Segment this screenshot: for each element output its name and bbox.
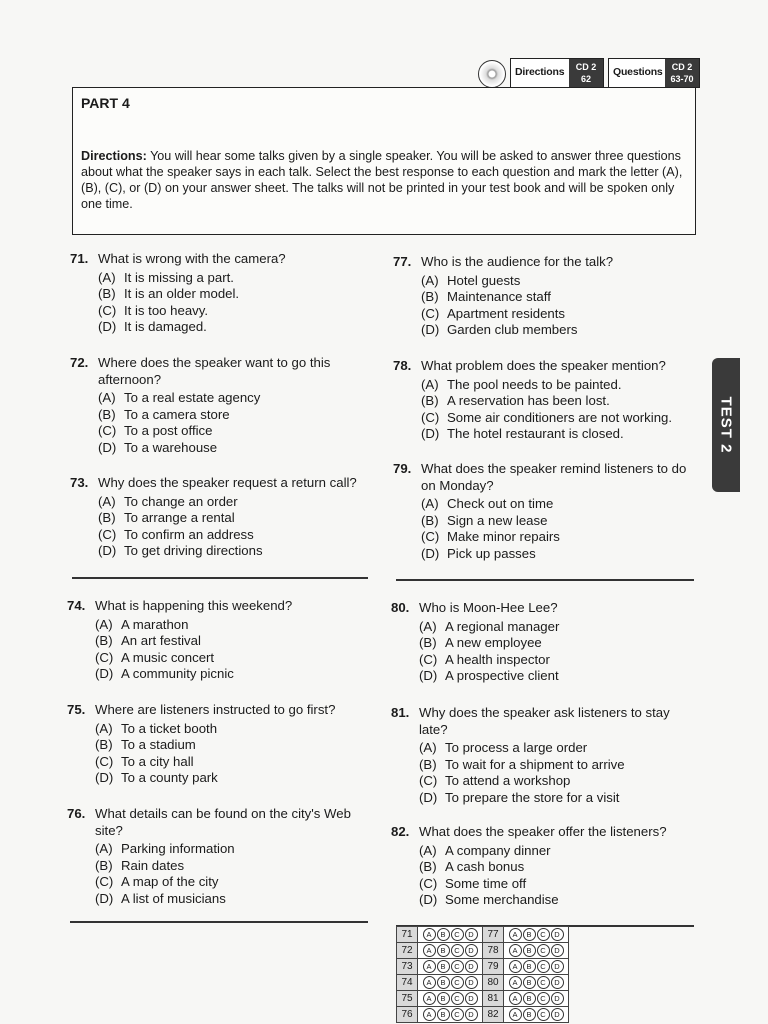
answer-bubble[interactable]: D xyxy=(551,1008,564,1021)
option-letter: (D) xyxy=(421,322,440,338)
option-text: It is missing a part. xyxy=(124,269,234,285)
answer-option xyxy=(95,666,367,683)
option-letter: (D) xyxy=(98,319,117,335)
answer-option xyxy=(98,527,380,544)
option-letter: (B) xyxy=(98,286,116,302)
grid-number: 80 xyxy=(483,975,504,991)
answer-option xyxy=(95,650,367,667)
grid-number: 79 xyxy=(483,959,504,975)
answer-bubble[interactable]: C xyxy=(537,960,550,973)
question-78 xyxy=(393,358,698,443)
question-80 xyxy=(391,600,691,685)
option-letter: (D) xyxy=(421,426,440,442)
question-text: Who is the audience for the talk? xyxy=(421,254,614,269)
answer-bubble[interactable]: C xyxy=(537,928,550,941)
grid-bubbles xyxy=(504,1007,569,1023)
answer-bubble[interactable]: C xyxy=(451,960,464,973)
directions-text: Directions: You will hear some talks given by a single speaker. You will be asked to answer three questions about what the speaker says in each talk. Select the best response to each question and mark the letter (A), (B), (C), or (D) on your answer sheet. The talks will not be printed in your test book and will be spoken only one time. xyxy=(81,149,683,211)
option-letter: (C) xyxy=(421,305,440,321)
option-text: The pool needs to be painted. xyxy=(447,376,622,392)
option-text: A cash bonus xyxy=(445,859,525,875)
answer-bubble[interactable]: A xyxy=(509,944,522,957)
grid-row xyxy=(397,975,569,991)
answer-option xyxy=(95,633,367,650)
answer-option xyxy=(421,393,698,410)
option-text: A regional manager xyxy=(445,618,560,634)
option-letter: (B) xyxy=(421,289,439,305)
answer-bubble[interactable]: A xyxy=(423,1008,436,1021)
answer-bubble[interactable]: D xyxy=(551,928,564,941)
answer-bubble[interactable]: D xyxy=(551,960,564,973)
answer-option xyxy=(95,737,367,754)
answer-bubble[interactable]: A xyxy=(423,992,436,1005)
option-text: Rain dates xyxy=(121,857,185,873)
answer-bubble[interactable]: B xyxy=(523,976,536,989)
option-text: Make minor repairs xyxy=(447,529,560,545)
option-letter: (D) xyxy=(419,668,438,684)
option-text: Some air conditioners are not working. xyxy=(447,409,673,425)
grid-number: 75 xyxy=(397,991,418,1007)
option-text: A marathon xyxy=(121,616,189,632)
directions-track-box xyxy=(510,58,604,88)
option-text: To prepare the store for a visit xyxy=(445,789,620,805)
option-letter: (C) xyxy=(419,651,438,667)
answer-bubble[interactable]: B xyxy=(437,928,450,941)
grid-number: 81 xyxy=(483,991,504,1007)
answer-option xyxy=(419,635,691,652)
grid-bubbles xyxy=(418,959,483,975)
question-number: 71. xyxy=(70,251,89,266)
answer-option xyxy=(98,286,370,303)
question-73 xyxy=(70,475,380,560)
answer-option xyxy=(95,754,367,771)
divider-left-2 xyxy=(70,921,368,923)
answer-option xyxy=(421,377,698,394)
part-title: PART 4 xyxy=(81,95,130,111)
answer-option xyxy=(98,407,370,424)
option-letter: (A) xyxy=(419,618,437,634)
option-letter: (D) xyxy=(95,666,114,682)
answer-option xyxy=(419,876,696,893)
grid-bubbles xyxy=(418,1007,483,1023)
questions-label: Questions xyxy=(613,66,663,78)
answer-bubble[interactable]: C xyxy=(537,1008,550,1021)
answer-bubble[interactable]: B xyxy=(523,928,536,941)
option-text: A company dinner xyxy=(445,842,551,858)
question-text: Who is Moon-Hee Lee? xyxy=(419,600,558,615)
option-letter: (B) xyxy=(95,633,113,649)
grid-bubbles xyxy=(418,943,483,959)
grid-bubbles xyxy=(418,975,483,991)
option-text: A community picnic xyxy=(121,666,234,682)
answer-bubble[interactable]: C xyxy=(451,1008,464,1021)
answer-option xyxy=(95,874,372,891)
answer-option xyxy=(95,858,372,875)
option-letter: (D) xyxy=(98,543,117,559)
option-text: A map of the city xyxy=(121,874,219,890)
answer-option xyxy=(95,617,367,634)
answer-bubble[interactable]: A xyxy=(423,944,436,957)
option-text: It is too heavy. xyxy=(124,302,209,318)
question-72 xyxy=(70,355,370,457)
option-text: To a camera store xyxy=(124,406,230,422)
option-letter: (A) xyxy=(421,272,439,288)
option-letter: (A) xyxy=(421,496,439,512)
question-number: 73. xyxy=(70,475,89,490)
option-letter: (A) xyxy=(98,493,116,509)
answer-bubble[interactable]: C xyxy=(537,944,550,957)
question-text: What details can be found on the city's Web site? xyxy=(95,806,351,838)
answer-option xyxy=(95,770,367,787)
option-letter: (A) xyxy=(95,841,113,857)
cd-header xyxy=(478,58,700,90)
answer-option xyxy=(419,790,691,807)
answer-option xyxy=(98,423,370,440)
grid-row xyxy=(397,1007,569,1023)
question-number: 74. xyxy=(67,598,86,613)
part-directions-box xyxy=(72,87,696,235)
answer-bubble[interactable]: D xyxy=(465,960,478,973)
question-number: 79. xyxy=(393,461,412,476)
option-text: Hotel guests xyxy=(447,272,521,288)
question-text: What is happening this weekend? xyxy=(95,598,293,613)
option-letter: (B) xyxy=(95,857,113,873)
question-number: 81. xyxy=(391,705,410,720)
option-letter: (D) xyxy=(95,770,114,786)
option-letter: (B) xyxy=(421,512,439,528)
answer-option xyxy=(98,319,370,336)
answer-option xyxy=(419,740,691,757)
question-number: 80. xyxy=(391,600,410,615)
answer-bubble[interactable]: C xyxy=(451,928,464,941)
option-text: A reservation has been lost. xyxy=(447,393,610,409)
answer-bubble[interactable]: B xyxy=(523,1008,536,1021)
grid-row xyxy=(397,927,569,943)
option-letter: (C) xyxy=(421,529,440,545)
option-text: A list of musicians xyxy=(121,890,226,906)
grid-bubbles xyxy=(504,991,569,1007)
answer-option xyxy=(98,510,380,527)
answer-bubble[interactable]: D xyxy=(465,944,478,957)
option-text: A health inspector xyxy=(445,651,550,667)
option-text: To a ticket booth xyxy=(121,720,218,736)
option-text: Some merchandise xyxy=(445,892,559,908)
answer-bubble[interactable]: C xyxy=(451,992,464,1005)
answer-bubble[interactable]: B xyxy=(523,960,536,973)
option-letter: (B) xyxy=(419,635,437,651)
answer-option xyxy=(421,496,698,513)
option-letter: (A) xyxy=(419,842,437,858)
answer-bubble[interactable]: C xyxy=(537,992,550,1005)
option-text: Some time off xyxy=(445,875,527,891)
answer-bubble[interactable]: D xyxy=(465,992,478,1005)
answer-bubble[interactable]: A xyxy=(509,1008,522,1021)
question-76 xyxy=(67,806,372,908)
answer-bubble[interactable]: D xyxy=(551,944,564,957)
questions-cd-tag: CD 2 63-70 xyxy=(665,59,699,87)
question-text: What does the speaker offer the listeners? xyxy=(419,824,667,839)
divider-left-1 xyxy=(72,577,368,579)
answer-option xyxy=(421,426,698,443)
option-text: Maintenance staff xyxy=(447,289,551,305)
answer-option xyxy=(419,652,691,669)
question-number: 75. xyxy=(67,702,86,717)
option-text: Check out on time xyxy=(447,496,554,512)
option-text: It is damaged. xyxy=(124,319,207,335)
option-letter: (A) xyxy=(98,390,116,406)
answer-option xyxy=(419,619,691,636)
answer-option xyxy=(419,757,691,774)
answer-bubble[interactable]: D xyxy=(465,1008,478,1021)
grid-number: 82 xyxy=(483,1007,504,1023)
grid-row xyxy=(397,959,569,975)
option-letter: (A) xyxy=(421,376,439,392)
answer-option xyxy=(419,773,691,790)
option-letter: (D) xyxy=(95,890,114,906)
answer-bubble[interactable]: B xyxy=(437,976,450,989)
answer-option xyxy=(421,289,693,306)
grid-number: 76 xyxy=(397,1007,418,1023)
answer-option xyxy=(421,410,698,427)
option-text: To change an order xyxy=(124,493,238,509)
answer-option xyxy=(419,843,696,860)
option-text: Parking information xyxy=(121,841,235,857)
option-text: To a post office xyxy=(124,423,213,439)
option-letter: (C) xyxy=(419,875,438,891)
answer-option xyxy=(98,494,380,511)
option-letter: (B) xyxy=(98,406,116,422)
grid-bubbles xyxy=(504,943,569,959)
grid-number: 74 xyxy=(397,975,418,991)
answer-bubble[interactable]: D xyxy=(551,992,564,1005)
answer-option xyxy=(98,390,370,407)
answer-option xyxy=(421,513,698,530)
question-number: 82. xyxy=(391,824,410,839)
question-71 xyxy=(70,251,370,336)
option-text: A music concert xyxy=(121,649,215,665)
grid-row xyxy=(397,943,569,959)
option-text: To a county park xyxy=(121,770,218,786)
answer-option xyxy=(98,440,370,457)
answer-grid xyxy=(396,926,572,1024)
answer-bubble[interactable]: B xyxy=(523,992,536,1005)
answer-option xyxy=(98,303,370,320)
option-text: To arrange a rental xyxy=(124,510,235,526)
answer-bubble[interactable]: D xyxy=(465,928,478,941)
question-82 xyxy=(391,824,696,909)
grid-bubbles xyxy=(418,991,483,1007)
grid-number: 77 xyxy=(483,927,504,943)
cd-icon xyxy=(478,60,506,88)
option-text: To a city hall xyxy=(121,753,194,769)
answer-bubble[interactable]: A xyxy=(509,928,522,941)
question-text: Why does the speaker request a return call? xyxy=(98,475,357,490)
grid-row xyxy=(397,991,569,1007)
option-text: An art festival xyxy=(121,633,201,649)
option-text: To wait for a shipment to arrive xyxy=(445,756,625,772)
question-text: What is wrong with the camera? xyxy=(98,251,286,266)
option-text: Garden club members xyxy=(447,322,578,338)
answer-bubble[interactable]: C xyxy=(451,976,464,989)
answer-option xyxy=(95,891,372,908)
option-letter: (C) xyxy=(95,874,114,890)
answer-option xyxy=(419,668,691,685)
option-text: Pick up passes xyxy=(447,545,536,561)
answer-bubble[interactable]: B xyxy=(523,944,536,957)
question-number: 78. xyxy=(393,358,412,373)
answer-bubble[interactable]: A xyxy=(509,992,522,1005)
answer-bubble[interactable]: A xyxy=(509,960,522,973)
option-letter: (A) xyxy=(95,616,113,632)
option-text: To get driving directions xyxy=(124,543,263,559)
option-text: A prospective client xyxy=(445,668,559,684)
option-letter: (D) xyxy=(419,789,438,805)
grid-number: 71 xyxy=(397,927,418,943)
answer-bubble[interactable]: A xyxy=(509,976,522,989)
question-text: Where are listeners instructed to go first? xyxy=(95,702,336,717)
question-75 xyxy=(67,702,367,787)
answer-option xyxy=(421,273,693,290)
option-text: To a warehouse xyxy=(124,439,218,455)
grid-bubbles xyxy=(504,927,569,943)
option-letter: (D) xyxy=(419,892,438,908)
question-text: Why does the speaker ask listeners to stay late? xyxy=(419,705,670,737)
option-text: It is an older model. xyxy=(124,286,240,302)
question-number: 72. xyxy=(70,355,89,370)
option-letter: (D) xyxy=(98,439,117,455)
answer-bubble[interactable]: A xyxy=(423,928,436,941)
option-letter: (A) xyxy=(419,740,437,756)
option-letter: (C) xyxy=(95,753,114,769)
option-text: The hotel restaurant is closed. xyxy=(447,426,624,442)
option-letter: (B) xyxy=(419,756,437,772)
grid-bubbles xyxy=(418,927,483,943)
option-text: Sign a new lease xyxy=(447,512,548,528)
option-letter: (C) xyxy=(98,423,117,439)
option-letter: (B) xyxy=(98,510,116,526)
answer-option xyxy=(95,721,367,738)
option-letter: (C) xyxy=(419,773,438,789)
option-letter: (C) xyxy=(421,409,440,425)
answer-option xyxy=(421,546,698,563)
answer-option xyxy=(95,841,372,858)
answer-option xyxy=(419,892,696,909)
option-letter: (A) xyxy=(98,269,116,285)
question-number: 77. xyxy=(393,254,412,269)
answer-bubble[interactable]: D xyxy=(465,976,478,989)
answer-bubble[interactable]: A xyxy=(423,976,436,989)
question-79 xyxy=(393,461,698,563)
question-text: Where does the speaker want to go this afternoon? xyxy=(98,355,331,387)
question-text: What problem does the speaker mention? xyxy=(421,358,666,373)
answer-bubble[interactable]: A xyxy=(423,960,436,973)
option-letter: (B) xyxy=(95,737,113,753)
answer-option xyxy=(419,859,696,876)
grid-bubbles xyxy=(504,975,569,991)
answer-option xyxy=(421,322,693,339)
answer-bubble[interactable]: B xyxy=(437,1008,450,1021)
option-letter: (C) xyxy=(95,649,114,665)
option-letter: (B) xyxy=(419,859,437,875)
option-letter: (C) xyxy=(98,302,117,318)
answer-option xyxy=(98,270,370,287)
option-letter: (A) xyxy=(95,720,113,736)
option-letter: (D) xyxy=(421,545,440,561)
directions-cd-tag: CD 2 62 xyxy=(569,59,603,87)
option-text: To attend a workshop xyxy=(445,773,571,789)
question-77 xyxy=(393,254,693,339)
answer-bubble[interactable]: C xyxy=(451,944,464,957)
answer-option xyxy=(421,529,698,546)
answer-bubble[interactable]: B xyxy=(437,944,450,957)
option-letter: (B) xyxy=(421,393,439,409)
questions-track-box xyxy=(608,58,700,88)
question-74 xyxy=(67,598,367,683)
grid-number: 73 xyxy=(397,959,418,975)
option-text: A new employee xyxy=(445,635,542,651)
option-letter: (C) xyxy=(98,526,117,542)
question-number: 76. xyxy=(67,806,86,821)
grid-number: 72 xyxy=(397,943,418,959)
grid-number: 78 xyxy=(483,943,504,959)
answer-bubble[interactable]: D xyxy=(551,976,564,989)
test-tab: TEST 2 xyxy=(712,358,740,492)
answer-option xyxy=(421,306,693,323)
answer-bubble[interactable]: C xyxy=(537,976,550,989)
option-text: Apartment residents xyxy=(447,305,566,321)
divider-right-1 xyxy=(396,579,694,581)
question-text: What does the speaker remind listeners to do on Monday? xyxy=(421,461,687,493)
directions-label: Directions xyxy=(515,66,565,78)
option-text: To process a large order xyxy=(445,740,588,756)
question-81 xyxy=(391,705,691,807)
answer-bubble[interactable]: B xyxy=(437,992,450,1005)
answer-bubble[interactable]: B xyxy=(437,960,450,973)
answer-option xyxy=(98,543,380,560)
option-text: To a real estate agency xyxy=(124,390,261,406)
option-text: To a stadium xyxy=(121,737,196,753)
option-text: To confirm an address xyxy=(124,526,254,542)
grid-bubbles xyxy=(504,959,569,975)
